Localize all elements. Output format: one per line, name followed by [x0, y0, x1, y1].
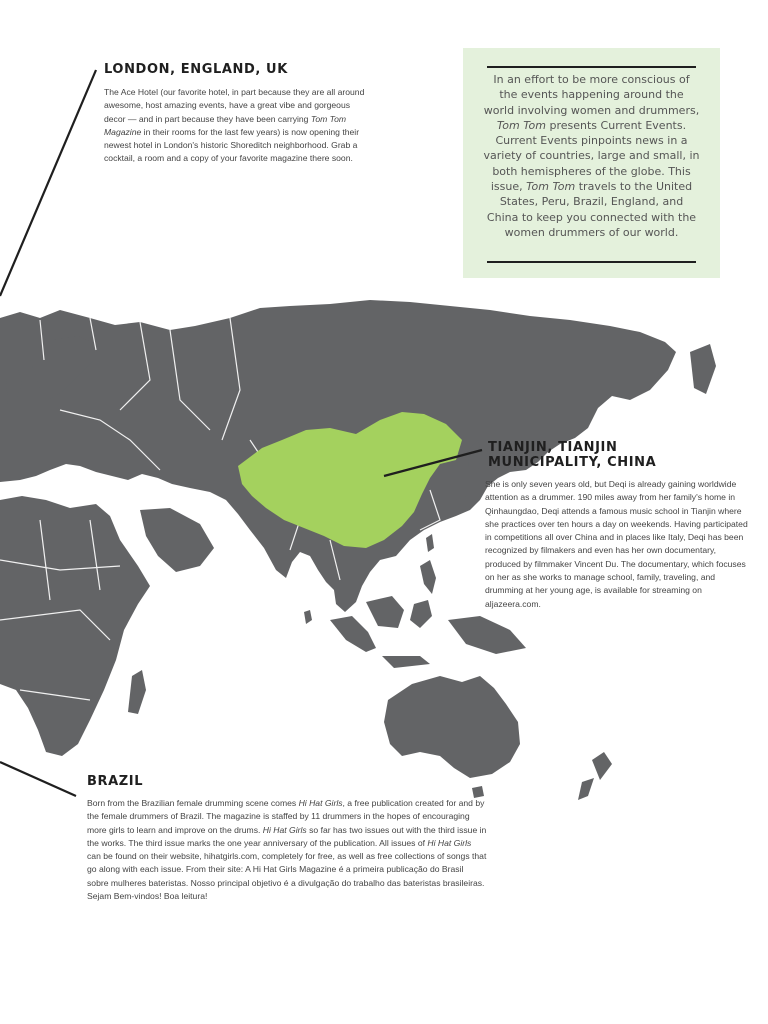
london-pointer-line	[0, 70, 96, 296]
tianjin-text: She is only seven years old, but Deqi is already gaining worldwide attention as a drummer. 190 miles away from her family's home in Qinhaungdao, Deqi attends a famous music school in Tianjin where she practices over ten hours a day on weekends. Having participated in competitions all over China and in places like Italy, Deqi has been recognized by filmakers and even has her own documentary, produced by filmmaker Vincent Du. The documentary, which focuses on her as she works to manage school, family, traveling, and drumming at her young age, is available for streaming on aljazeera.com.	[485, 479, 748, 609]
brazil-heading: BRAZIL	[87, 774, 144, 789]
brazil-text-italic: Hi Hat Girls	[298, 798, 343, 808]
intro-text-part: travels to the United States, Peru, Brazil, England, and China to keep you connected with the women drummers of our world.	[486, 180, 697, 239]
intro-text-part: In an effort to be more conscious of the events happening around the world involving women and drummers,	[483, 73, 700, 117]
tianjin-heading	[488, 440, 688, 470]
intro-box	[463, 48, 720, 278]
intro-text	[483, 72, 700, 240]
brazil-pointer-line	[0, 762, 76, 796]
brazil-text-part: so far has two issues out with the third issue in the works. The third issue marks the one year anniversary of the publication. All issues of	[87, 824, 487, 848]
london-text-part: The Ace Hotel (our favorite hotel, in part because they are all around awesome, host amazing events, have a great vibe and gorgeous decor — and in part because they have been carrying	[104, 87, 365, 124]
brazil-text	[87, 797, 487, 903]
intro-top-rule	[487, 66, 696, 68]
london-text-italic: Tom Tom Magazine	[104, 113, 347, 137]
intro-text-italic: Tom Tom	[526, 180, 576, 194]
tianjin-heading-line2: MUNICIPALITY, CHINA	[488, 455, 657, 470]
brazil-text-part: can be found on their website, hihatgirls.com, completely for free, as well as free collections of songs that go along with each issue. From their site: A Hi Hat Girls Magazine é a primeira publicação do Brasil sobre mulheres bateristas. Nosso principal objetivo é a divulgação do trabalho das bateristas brasileiras. Sejam Bem-vindos! Boa leitura!	[87, 851, 487, 902]
africa-landmass	[0, 496, 214, 756]
london-heading: LONDON, ENGLAND, UK	[104, 62, 288, 77]
brazil-text-italic: Hi Hat Girls	[427, 837, 472, 848]
brazil-text-part: , a free publication created for and by the female drummers of Brazil. The magazine is staffed by 11 drummers in the hopes of encouraging more girls to learn and improve on the drums.	[87, 798, 485, 835]
intro-text-italic: Tom Tom	[496, 118, 546, 132]
intro-text-part: presents Current Events. Current Events pinpoints news in a variety of countries, large and small, in both hemispheres of the globe. This issue,	[483, 118, 700, 194]
london-text	[104, 86, 366, 166]
brazil-text-italic: Hi Hat Girls	[262, 824, 307, 835]
london-text-part: in their rooms for the last few years) is now opening their newest hotel in London's historic Shoreditch neighborhood. Grab a cocktail, a room and a copy of your favorite magazine there soon.	[104, 126, 360, 164]
tianjin-heading-line1: TIANJIN, TIANJIN	[488, 440, 618, 455]
intro-bottom-rule	[487, 261, 696, 263]
brazil-text-part: Born from the Brazilian female drumming scene comes	[87, 798, 299, 808]
